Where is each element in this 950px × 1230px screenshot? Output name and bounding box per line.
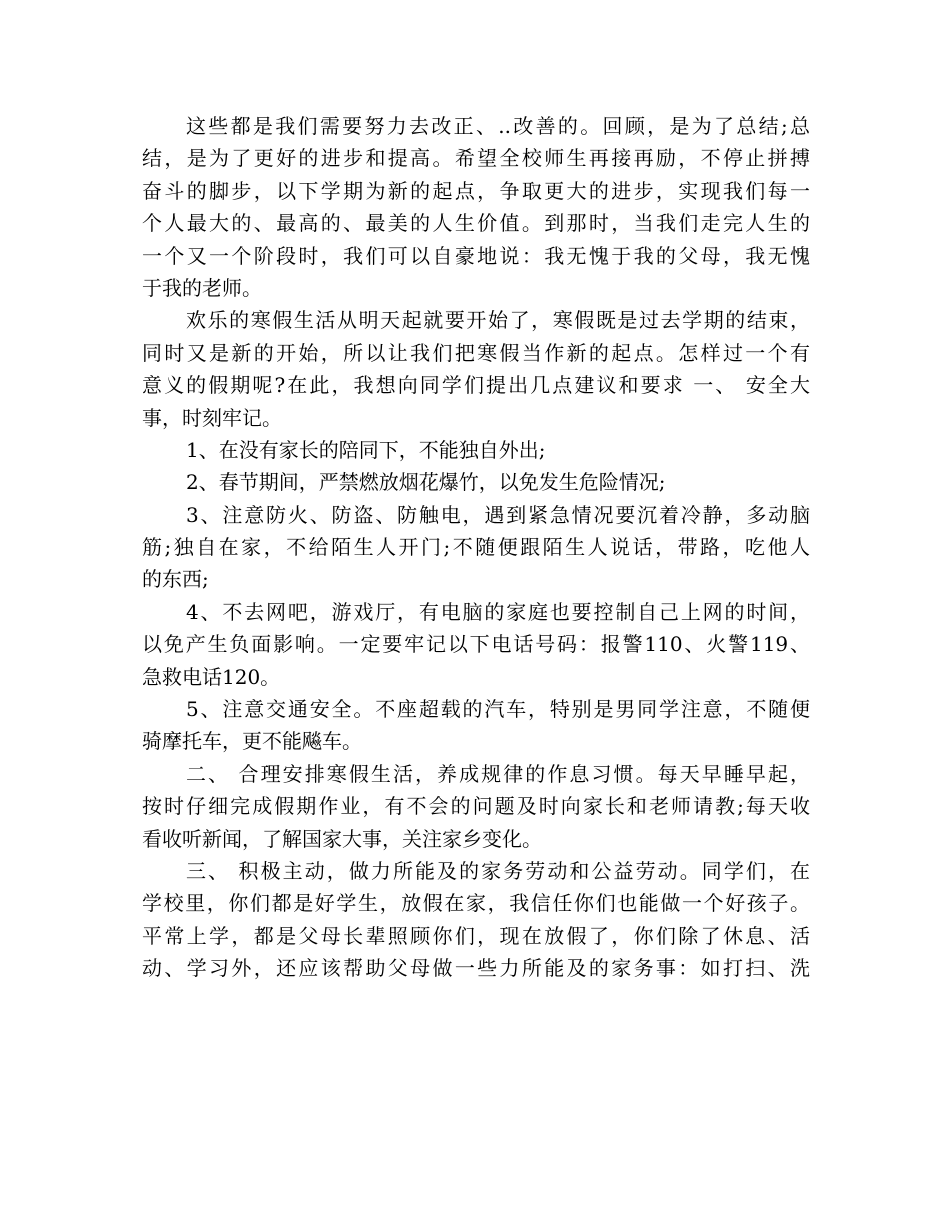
text-line: 急救电话120。 (142, 664, 281, 689)
text-line: 2、春节期间，严禁燃放烟花爆竹，以免发生危险情况; (186, 470, 666, 495)
text-line: 结，是为了更好的进步和提高。希望全校师生再接再励，不停止拼搏 (142, 146, 810, 171)
text-line: 于我的老师。 (142, 275, 262, 300)
text-line: 4、不去网吧，游戏厅，有电脑的家庭也要控制自己上网的时间， (186, 599, 810, 624)
text-line: 平常上学，都是父母长辈照顾你们，现在放假了，你们除了休息、活 (142, 923, 810, 948)
text-line: 欢乐的寒假生活从明天起就要开始了，寒假既是过去学期的结束， (186, 308, 810, 333)
text-line: 1、在没有家长的陪同下，不能独自外出; (186, 437, 546, 462)
text-line: 三、 积极主动，做力所能及的家务劳动和公益劳动。同学们，在 (186, 858, 810, 883)
text-line: 这些都是我们需要努力去改正、..改善的。回顾，是为了总结;总 (186, 114, 810, 138)
text-line: 意义的假期呢?在此，我想向同学们提出几点建议和要求 一、 安全大 (142, 373, 810, 398)
text-line: 看收听新闻，了解国家大事，关注家乡变化。 (142, 826, 542, 851)
text-line: 奋斗的脚步，以下学期为新的起点，争取更大的进步，实现我们每一 (142, 178, 810, 203)
text-line: 按时仔细完成假期作业，有不会的问题及时向家长和老师请教;每天收 (142, 794, 810, 819)
text-line: 个人最大的、最高的、最美的人生价值。到那时，当我们走完人生的 (142, 211, 810, 236)
text-line: 一个又一个阶段时，我们可以自豪地说：我无愧于我的父母，我无愧 (142, 243, 810, 268)
text-line: 二、 合理安排寒假生活，养成规律的作息习惯。每天早睡早起， (186, 761, 810, 786)
text-line: 筋;独自在家，不给陌生人开门;不随便跟陌生人说话，带路，吃他人 (142, 535, 810, 560)
text-line: 事，时刻牢记。 (142, 405, 282, 430)
text-line: 学校里，你们都是好学生，放假在家，我信任你们也能做一个好孩子。 (142, 891, 810, 916)
body-text (142, 110, 810, 985)
text-line: 同时又是新的开始，所以让我们把寒假当作新的起点。怎样过一个有 (142, 340, 810, 365)
text-line: 动、学习外，还应该帮助父母做一些力所能及的家务事：如打扫、洗 (142, 956, 810, 981)
text-line: 骑摩托车，更不能飚车。 (142, 729, 362, 754)
text-line: 以免产生负面影响。一定要牢记以下电话号码：报警110、火警119、 (142, 632, 810, 657)
text-line: 5、注意交通安全。不座超载的汽车，特别是男同学注意，不随便 (186, 697, 810, 722)
text-line: 3、注意防火、防盗、防触电，遇到紧急情况要沉着冷静，多动脑 (186, 502, 810, 527)
text-line: 的东西; (142, 567, 209, 592)
